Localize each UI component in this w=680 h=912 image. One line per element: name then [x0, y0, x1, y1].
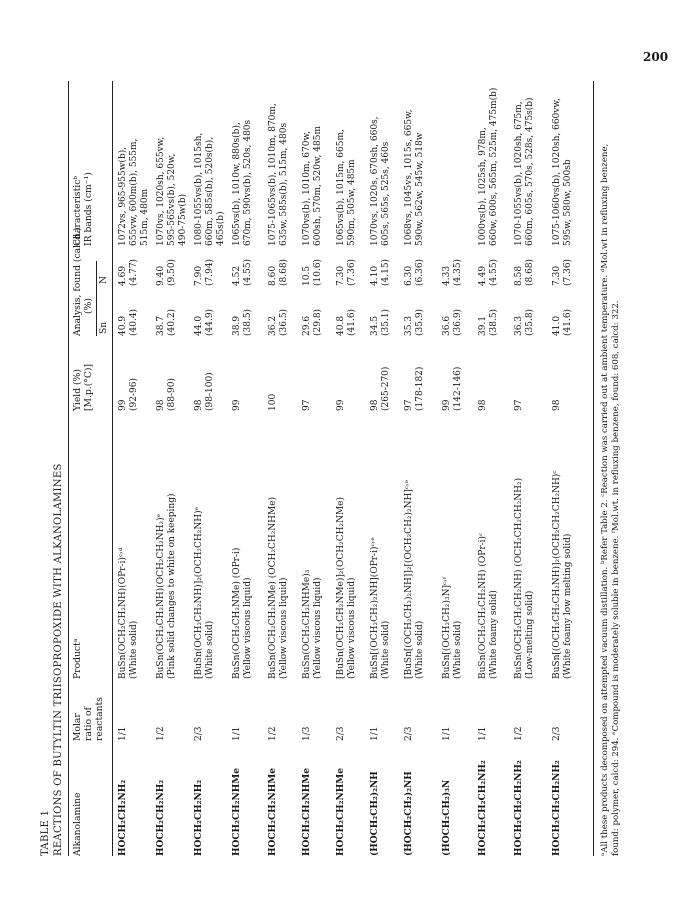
bottom-rule [593, 81, 594, 856]
sn-analysis-cell: 44.0 (44.9) [194, 308, 215, 336]
header-product: Productᵃ [72, 638, 83, 679]
n-analysis-cell: 7.90 (7.94) [194, 258, 215, 286]
alkanolamine-cell: HOCH₂CH₂NHMe [232, 768, 242, 856]
molar-ratio-cell: 2/3 [404, 726, 414, 741]
product-cell: BuSn(OCH₂CH₂NH)(OPr-i)ᶜ˒ᵈ (White solid) [118, 547, 139, 679]
ir-bands-cell: 1070-1055vs(b), 1020sh, 675m, 660m, 605s, 570s, 528s, 475s(b) [514, 97, 535, 246]
alkanolamine-cell: HOCH₂CH₂NHMe [268, 768, 278, 856]
table-caption [40, 463, 64, 856]
analysis-subrule [96, 261, 97, 336]
molar-ratio-cell: 1/1 [442, 726, 452, 741]
alkanolamine-cell: HOCH₂CH₂CH₂NH₂ [514, 760, 524, 856]
n-analysis-cell: 7.30 (7.36) [336, 258, 357, 286]
header-sn: Sn [98, 321, 109, 334]
molar-ratio-cell: 1/2 [514, 726, 524, 741]
alkanolamine-cell: HOCH₂CH₂NHMe [336, 768, 346, 856]
sn-analysis-cell: 35.3 (35.9) [404, 308, 425, 336]
alkanolamine-cell: HOCH₂CH₂CH₂NH₂ [478, 760, 488, 856]
alkanolamine-cell: HOCH₂CH₂CH₂NH₂ [552, 760, 562, 856]
ir-bands-cell: 1072vs, 965-955w(b), 655vw, 600m(b), 555m, 515m, 480m [118, 138, 150, 246]
yield-cell: 99 [336, 399, 346, 411]
table-title: REACTIONS OF BUTYLTIN TRIISOPROPOXIDE WITH ALKANOLAMINES [53, 463, 64, 856]
ir-bands-cell: 1075-1065vs(b), 1010m, 870m, 635w, 585s(b), 515m, 480s [268, 103, 289, 246]
molar-ratio-cell: 2/3 [336, 726, 346, 741]
rotated-table-page [40, 56, 640, 856]
sn-analysis-cell: 40.8 (41.6) [336, 308, 357, 336]
sn-analysis-cell: 36.3 (35.8) [514, 308, 535, 336]
sn-analysis-cell: 36.6 (36.9) [442, 308, 463, 336]
alkanolamine-cell: HOCH₂CH₂NH₂ [118, 779, 128, 856]
yield-cell: 99 (92-96) [118, 378, 139, 411]
product-cell: [BuSn(OCH₂CH₂NMe)]₂(OCH₂CH₂NMe) (Yellow viscous liquid) [336, 496, 357, 679]
sn-analysis-cell: 38.7 (40.2) [156, 308, 177, 336]
ir-bands-cell: 1065vs(b), 1015m, 665m, 590m, 505w, 485m [336, 129, 357, 246]
header-rule [112, 81, 113, 856]
sn-analysis-cell: 41.0 (41.6) [552, 308, 573, 336]
alkanolamine-cell: HOCH₂CH₂NH₂ [156, 779, 166, 856]
product-cell: [BuSn[(OCH₂CH₂)₂NH]]₂[(OCH₂CH₂)₂NH]ᶜ˒ᵉ (White solid) [404, 479, 425, 679]
molar-ratio-cell: 1/1 [118, 726, 128, 741]
n-analysis-cell: 9.40 (9.50) [156, 258, 177, 286]
n-analysis-cell: 4.33 (4.35) [442, 258, 463, 286]
product-cell: BuSn[(OCH₂CH₂CH₂NH)]₂(OCH₂CH₂CH₂NH)ᶜ (White foamy low melting solid) [552, 470, 573, 679]
n-analysis-cell: 8.60 (8.68) [268, 258, 289, 286]
page-number: 200 [643, 50, 669, 64]
header-yield: Yield (%) [M.p.(°C)] [72, 363, 94, 411]
table-footnote: ᵃAll these products decomposed on attempted vacuum distillation. ᵇRefer Table 2. ᶜReaction was carried out at ambient temperature. ᵈMol.wt in refluxing benzene, found: polymer, calcd: 294. ᵉCompound is moderately soluble in benzene. ᶠMol.wt. in refluxing benzene, found: 608, calcd: 322. [600, 143, 621, 856]
sn-analysis-cell: 39.1 (38.5) [478, 308, 499, 336]
alkanolamine-cell: (HOCH₂CH₂)₂NH [370, 771, 380, 856]
product-cell: BuSn(OCH₂CH₂CH₂NH) (OPr-i)ᶜ (White foamy solid) [478, 532, 499, 679]
molar-ratio-cell: 1/1 [478, 726, 488, 741]
ir-bands-cell: 1065vs(b), 1010w, 880s(b), 670m, 590vs(b), 520s, 480s [232, 119, 253, 246]
ir-bands-cell: 1068vs, 1045vs, 1015s, 665w, 590w, 562w, 545w, 518w [404, 109, 425, 246]
ir-bands-cell: 1070vs, 1020sh, 655vw, 595-565vs(b), 520w, 490-75w(b) [156, 136, 188, 246]
yield-cell: 97 [514, 399, 524, 411]
molar-ratio-cell: 2/3 [552, 726, 562, 741]
product-cell: BuSn[(OCH₂CH₂)₃N]ᶜ˒ᶠ (White solid) [442, 577, 463, 679]
sn-analysis-cell: 40.9 (40.4) [118, 308, 139, 336]
sn-analysis-cell: 34.5 (35.1) [370, 308, 391, 336]
molar-ratio-cell: 2/3 [194, 726, 204, 741]
yield-cell: 98 (98-100) [194, 372, 215, 411]
sn-analysis-cell: 29.6 (29.8) [302, 308, 323, 336]
alkanolamine-cell: HOCH₂CH₂NHMe [302, 768, 312, 856]
molar-ratio-cell: 1/2 [156, 726, 166, 741]
yield-cell: 98 [478, 399, 488, 411]
product-cell: BuSn(OCH₂CH₂NMe) (OCH₂CH₂NHMe) (Yellow viscous liquid) [268, 496, 289, 679]
ir-bands-cell: 1070vs, 1020s, 670sh, 660s, 605s, 565s, 525s, 460s [370, 116, 391, 246]
alkanolamine-cell: (HOCH₂CH₂)₃N [442, 779, 452, 856]
yield-cell: 99 (142-146) [442, 366, 463, 411]
product-cell: BuSn(OCH₂CH₂CH₂NH) (OCH₂CH₂CH₂NH₂) (Low-melting solid) [514, 477, 535, 679]
n-analysis-cell: 8.58 (8.68) [514, 258, 535, 286]
yield-cell: 98 [552, 399, 562, 411]
top-rule [68, 81, 69, 856]
header-alkanolamine: Alkanolamine [72, 792, 83, 856]
molar-ratio-cell: 1/1 [370, 726, 380, 741]
n-analysis-cell: 4.69 (4.77) [118, 258, 139, 286]
header-ir: Characteristicᵇ IR bands (cm⁻¹) [72, 172, 94, 246]
ir-bands-cell: 1075-1060vs(b), 1020sh, 660vw, 595w, 580w, 500sb [552, 98, 573, 246]
ir-bands-cell: 1080-1055vs(b), 1015sh, 660m, 585s(b), 520s(b), 465s(b) [194, 132, 226, 246]
yield-cell: 98 (88-90) [156, 378, 177, 411]
ir-bands-cell: 1070vs(b), 1010m, 670w, 600sh, 570m, 520w, 485m [302, 126, 323, 246]
yield-cell: 100 [268, 393, 278, 411]
header-n: N [98, 275, 109, 284]
product-cell: BuSn(OCH₂CH₂NMe) (OPr-i) (Yellow viscous liquid) [232, 547, 253, 679]
ir-bands-cell: 1000vs(b), 1025sh, 978m, 660w, 600s, 565m, 525m, 475m(b) [478, 87, 499, 246]
molar-ratio-cell: 1/2 [268, 726, 278, 741]
header-molar-ratio: Molar ratio of reactants [72, 697, 105, 741]
n-analysis-cell: 4.52 (4.55) [232, 258, 253, 286]
alkanolamine-cell: (HOCH₂CH₂)₂NH [404, 771, 414, 856]
n-analysis-cell: 10.5 (10.6) [302, 258, 323, 286]
product-cell: BuSn(OCH₂CH₂NH)(OCH₂CH₂NH₂)ᵉ (Pink solid changes to white on keeping) [156, 493, 177, 679]
alkanolamine-cell: HOCH₂CH₂NH₂ [194, 779, 204, 856]
n-analysis-cell: 7.30 (7.36) [552, 258, 573, 286]
yield-cell: 97 (178-182) [404, 366, 425, 411]
header-analysis: Analysis, found (calcd.) (%) [72, 227, 94, 336]
n-analysis-cell: 6.30 (6.36) [404, 258, 425, 286]
product-cell: [BuSn(OCH₂CH₂NH)]₂(OCH₂CH₂NH)ᵉ (White solid) [194, 506, 215, 679]
n-analysis-cell: 4.10 (4.15) [370, 258, 391, 286]
molar-ratio-cell: 1/1 [232, 726, 242, 741]
sn-analysis-cell: 38.9 (38.5) [232, 308, 253, 336]
yield-cell: 98 (265-270) [370, 366, 391, 411]
product-cell: BuSn(OCH₂CH₂NHMe)₃ (Yellow viscous liquid) [302, 569, 323, 679]
sn-analysis-cell: 36.2 (36.5) [268, 308, 289, 336]
yield-cell: 99 [232, 399, 242, 411]
yield-cell: 97 [302, 399, 312, 411]
molar-ratio-cell: 1/3 [302, 726, 312, 741]
product-cell: BuSn[(OCH₂CH₂)₂NH](OPr-i)ᶜ˒ᵉ (White solid) [370, 537, 391, 679]
table-label: TABLE 1 [40, 809, 51, 856]
n-analysis-cell: 4.49 (4.55) [478, 258, 499, 286]
